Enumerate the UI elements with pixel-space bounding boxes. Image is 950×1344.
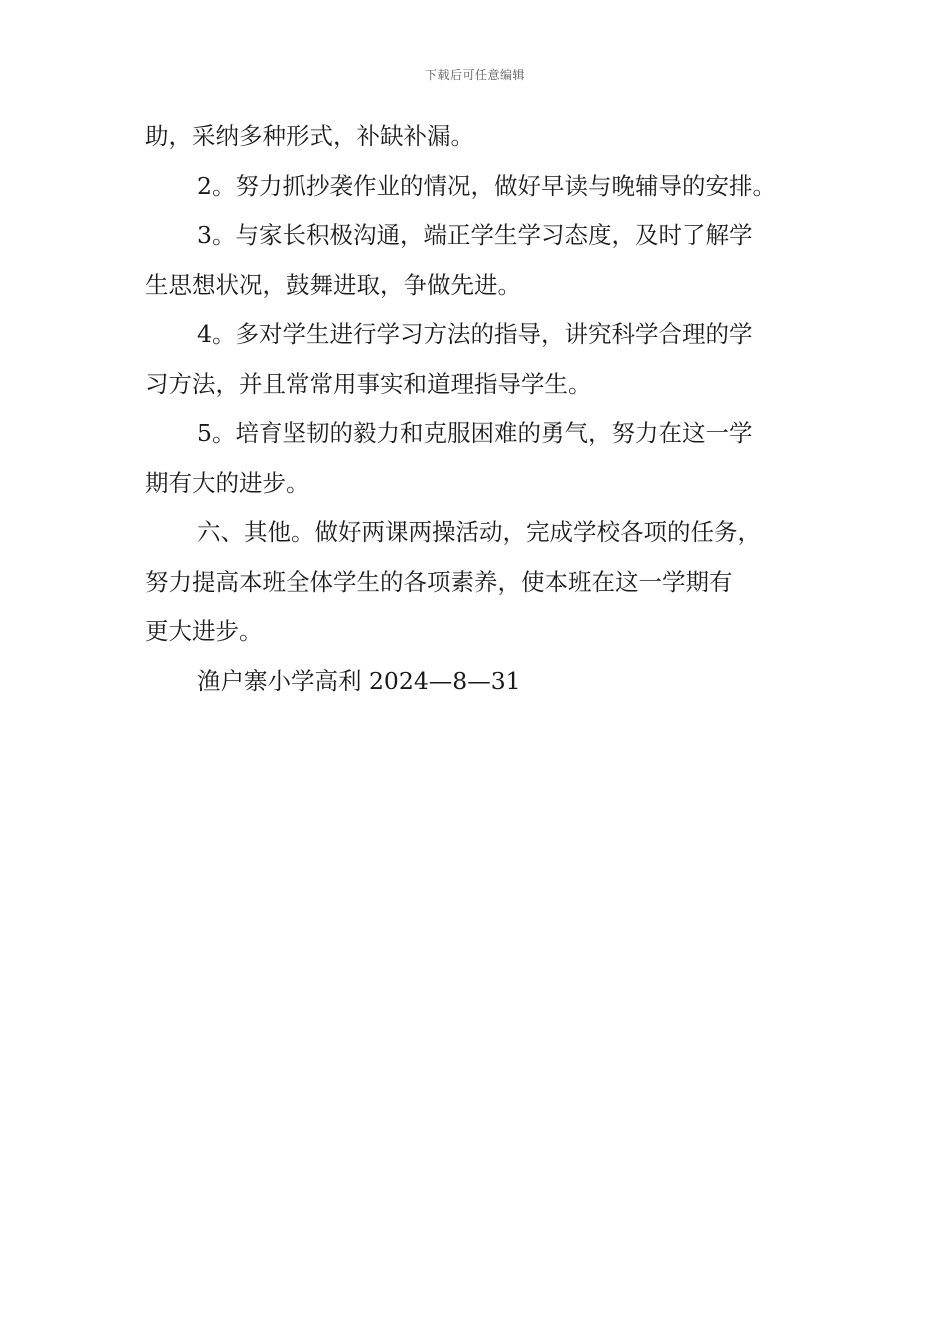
signature-line: 渔户寨小学高利 2024—8—31	[197, 666, 521, 695]
text-line: 六、其他。做好两课两操活动，完成学校各项的任务，	[197, 518, 761, 546]
text-line: 努力提高本班全体学生的各项素养，使本班在这一学期有	[145, 567, 733, 596]
text-line: 5。培育坚韧的毅力和克服困难的勇气，努力在这一学	[197, 419, 753, 447]
text-line: 生思想状况，鼓舞进取，争做先进。	[145, 270, 521, 299]
text-line: 期有大的进步。	[145, 468, 310, 497]
text-line: 4。多对学生进行学习方法的指导，讲究科学合理的学	[197, 320, 753, 348]
text-line: 3。与家长积极沟通，端正学生学习态度，及时了解学	[197, 221, 753, 249]
text-line: 习方法，并且常常用事实和道理指导学生。	[145, 369, 592, 398]
page-header: 下载后可任意编辑	[424, 68, 525, 82]
text-line: 2。努力抓抄袭作业的情况，做好早读与晚辅导的安排。	[197, 171, 776, 200]
text-line: 助，采纳多种形式，补缺补漏。	[145, 122, 474, 150]
document-body	[145, 124, 815, 718]
text-line: 更大进步。	[145, 617, 263, 645]
